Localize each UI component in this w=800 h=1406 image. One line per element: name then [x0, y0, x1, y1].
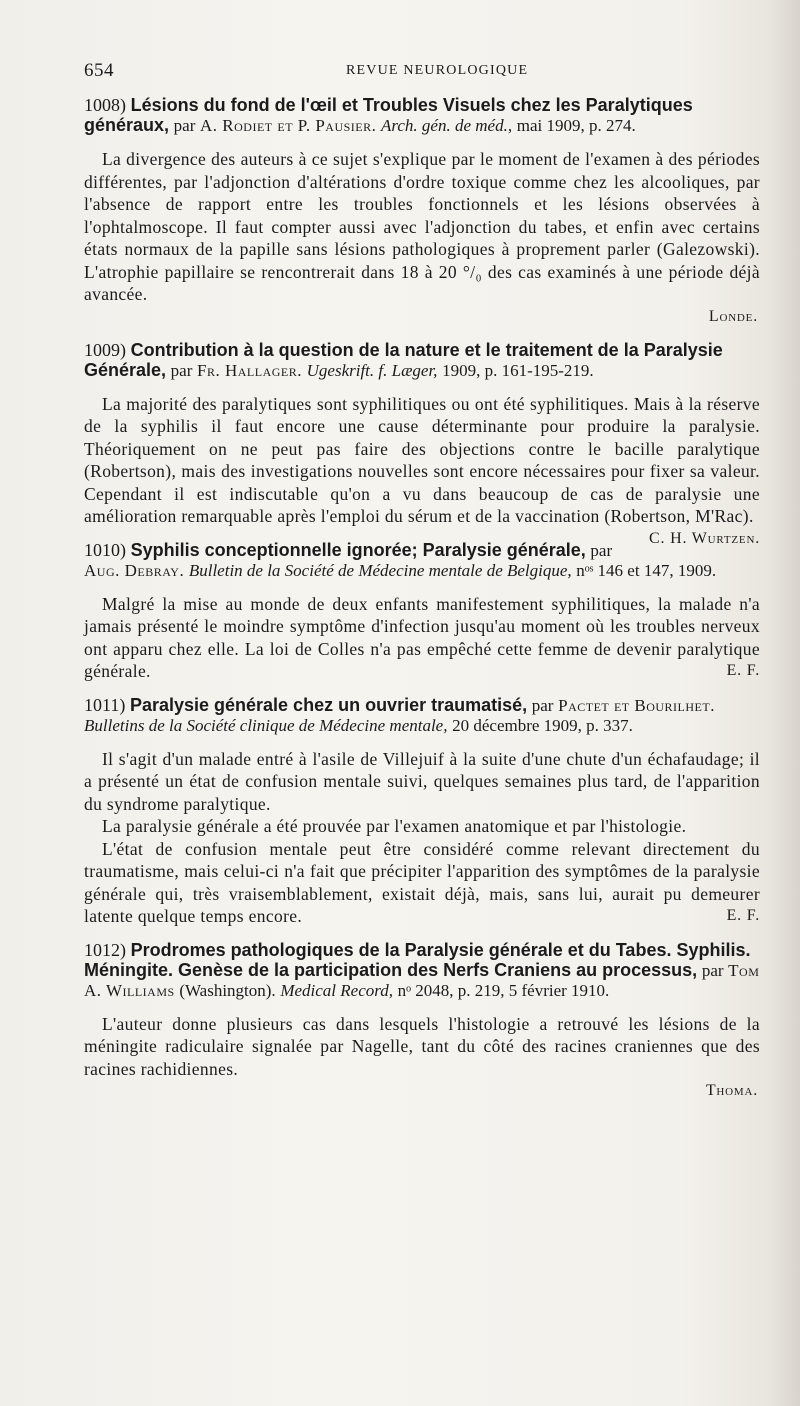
entry-number: 1011)	[84, 694, 126, 715]
entry-signature: E. F.	[726, 662, 760, 679]
entry-heading	[84, 96, 760, 136]
entry-paragraph	[84, 593, 760, 683]
entry-paragraph-text: L'état de confusion mentale peut être considéré comme relevant directement du traumatisme, mais celui-ci n'a fait que précipiter l'apparition des symptômes de la paralysie générale qui, très vraisemblablement, existait déjà, mais, sans lui, aurait pu demeurer latente quelque temps encore.	[84, 838, 760, 926]
entry-title: Contribution à la question de la nature et le traitement de la Paralysie Générale,	[84, 339, 723, 380]
entry-title: Syphilis conceptionnelle ignorée; Paralysie générale,	[130, 539, 586, 560]
entry-by: par	[590, 540, 613, 560]
entry-heading	[84, 941, 760, 1001]
page-number: 654	[84, 60, 114, 81]
entry-heading	[84, 341, 760, 381]
entry-number: 1010)	[84, 539, 126, 560]
entry-signature: Londe.	[708, 307, 758, 325]
entry-signature: C. H. Wurtzen.	[649, 529, 760, 547]
entry-paragraph: Il s'agit d'un malade entré à l'asile de Villejuif à la suite d'une chute d'un échafaudage; il a présenté un état de confusion mentale suivi, quelques semaines plus tard, de l'apparition du syndrome paralytique.	[84, 748, 760, 814]
entry-citation: 1909, p. 161-195-219.	[442, 360, 594, 380]
entry-number: 1008)	[84, 95, 126, 115]
entry-paragraph	[84, 393, 760, 547]
entry-citation: nᵒ 2048, p. 219, 5 février 1910.	[397, 980, 610, 1000]
article-column	[84, 96, 760, 1102]
entry-heading	[84, 696, 760, 736]
entry-title: Prodromes pathologiques de la Paralysie générale et du Tabes. Syphilis. Méningite. Genèse de la participation des Nerfs Craniens au processus,	[84, 939, 751, 980]
entry-paragraph-text: La majorité des paralytiques sont syphilitiques ou ont été syphilitiques. Mais à la réserve de la syphilis il faut encore une cause déterminante pour produire la paralysie. Théoriquement on ne peut pas faire des objections contre le bacille paralytique (Robertson), mais des investigations nouvelles sont encore nécessaires pour fixer sa valeur. Cependant il est indiscutable qu'on a vu dans beaucoup de cas de paralysie une amélioration remarquable après l'emploi du sérum et de la vaccination (Robertson, M'Rac).	[84, 393, 760, 526]
entry-authors: Aug. Debray.	[84, 560, 185, 580]
abstract-entry-1011	[84, 696, 760, 928]
entry-signature: Thoma.	[705, 1082, 758, 1099]
entry-by: par	[170, 360, 193, 380]
entry-source: Ugeskrift. f. Læger,	[306, 360, 438, 380]
entry-citation: nᵒˢ 146 et 147, 1909.	[576, 560, 717, 580]
entry-source-location: (Washington).	[179, 980, 276, 1000]
entry-paragraph: L'auteur donne plusieurs cas dans lesquels l'histologie a retrouvé les lésions de la méningite radiculaire signalée par Nagelle, tant du côté des racines craniennes que des racines rachidiennes.	[84, 1013, 760, 1079]
entry-number: 1012)	[84, 939, 126, 960]
entry-number: 1009)	[84, 339, 126, 360]
entry-title: Lésions du fond de l'œil et Troubles Visuels chez les Paralytiques généraux,	[84, 95, 693, 135]
entry-paragraph-text: Malgré la mise au monde de deux enfants manifestement syphilitiques, la malade n'a jamais présenté le moindre symptôme d'infection jusqu'au moment où les troubles nerveux ont apparu chez elle. La loi de Colles n'a pas empêché cette femme de devenir paralytique générale.	[84, 593, 760, 681]
entry-by: par	[173, 116, 196, 135]
entry-paragraph: La paralysie générale a été prouvée par l'examen anatomique et par l'histologie.	[102, 816, 687, 836]
entry-citation: mai 1909, p. 274.	[516, 116, 636, 135]
entry-authors: Pactet et Bourilhet.	[558, 695, 715, 715]
entry-by: par	[701, 960, 724, 980]
entry-title: Paralysie générale chez un ouvrier traumatisé,	[129, 694, 528, 715]
entry-authors: Tom A. Williams	[84, 960, 760, 1000]
abstract-entry-1008	[84, 96, 760, 328]
abstract-entry-1010	[84, 541, 760, 683]
entry-paragraph	[84, 838, 760, 928]
entry-source: Bulletins de la Société clinique de Médecine mentale,	[84, 715, 448, 735]
page-header	[84, 60, 764, 82]
abstract-entry-1009	[84, 339, 760, 547]
entry-signature: E. F.	[726, 907, 760, 924]
running-title: REVUE NEUROLOGIQUE	[346, 63, 529, 78]
entry-source: Bulletin de la Société de Médecine mentale de Belgique,	[188, 560, 572, 580]
entry-authors: A. Rodiet et P. Pausier.	[200, 116, 377, 135]
entry-citation: 20 décembre 1909, p. 337.	[452, 715, 633, 735]
abstract-entry-1012	[84, 941, 760, 1103]
entry-paragraph: La divergence des auteurs à ce sujet s'explique par le moment de l'examen à des périodes différentes, par l'adjonction d'altérations d'ordre toxique comme chez les alcooliques, par l'absence de rapport entre les troubles fonctionnels et les lésions observées à l'ophtalmoscope. Il faut compter aussi avec l'adjonction du tabes, et enfin avec certains états normaux de la papille sans lésions pathologiques à proprement parler (Galezowski). L'atrophie papillaire se rencontrerait dans 18 à 20 °/₀ des cas examinés à une période déjà avancée.	[84, 149, 760, 304]
entry-authors: Fr. Hallager.	[197, 360, 302, 380]
entry-source: Medical Record,	[280, 980, 393, 1000]
entry-source: Arch. gén. de méd.,	[381, 116, 513, 135]
entry-by: par	[531, 695, 554, 715]
